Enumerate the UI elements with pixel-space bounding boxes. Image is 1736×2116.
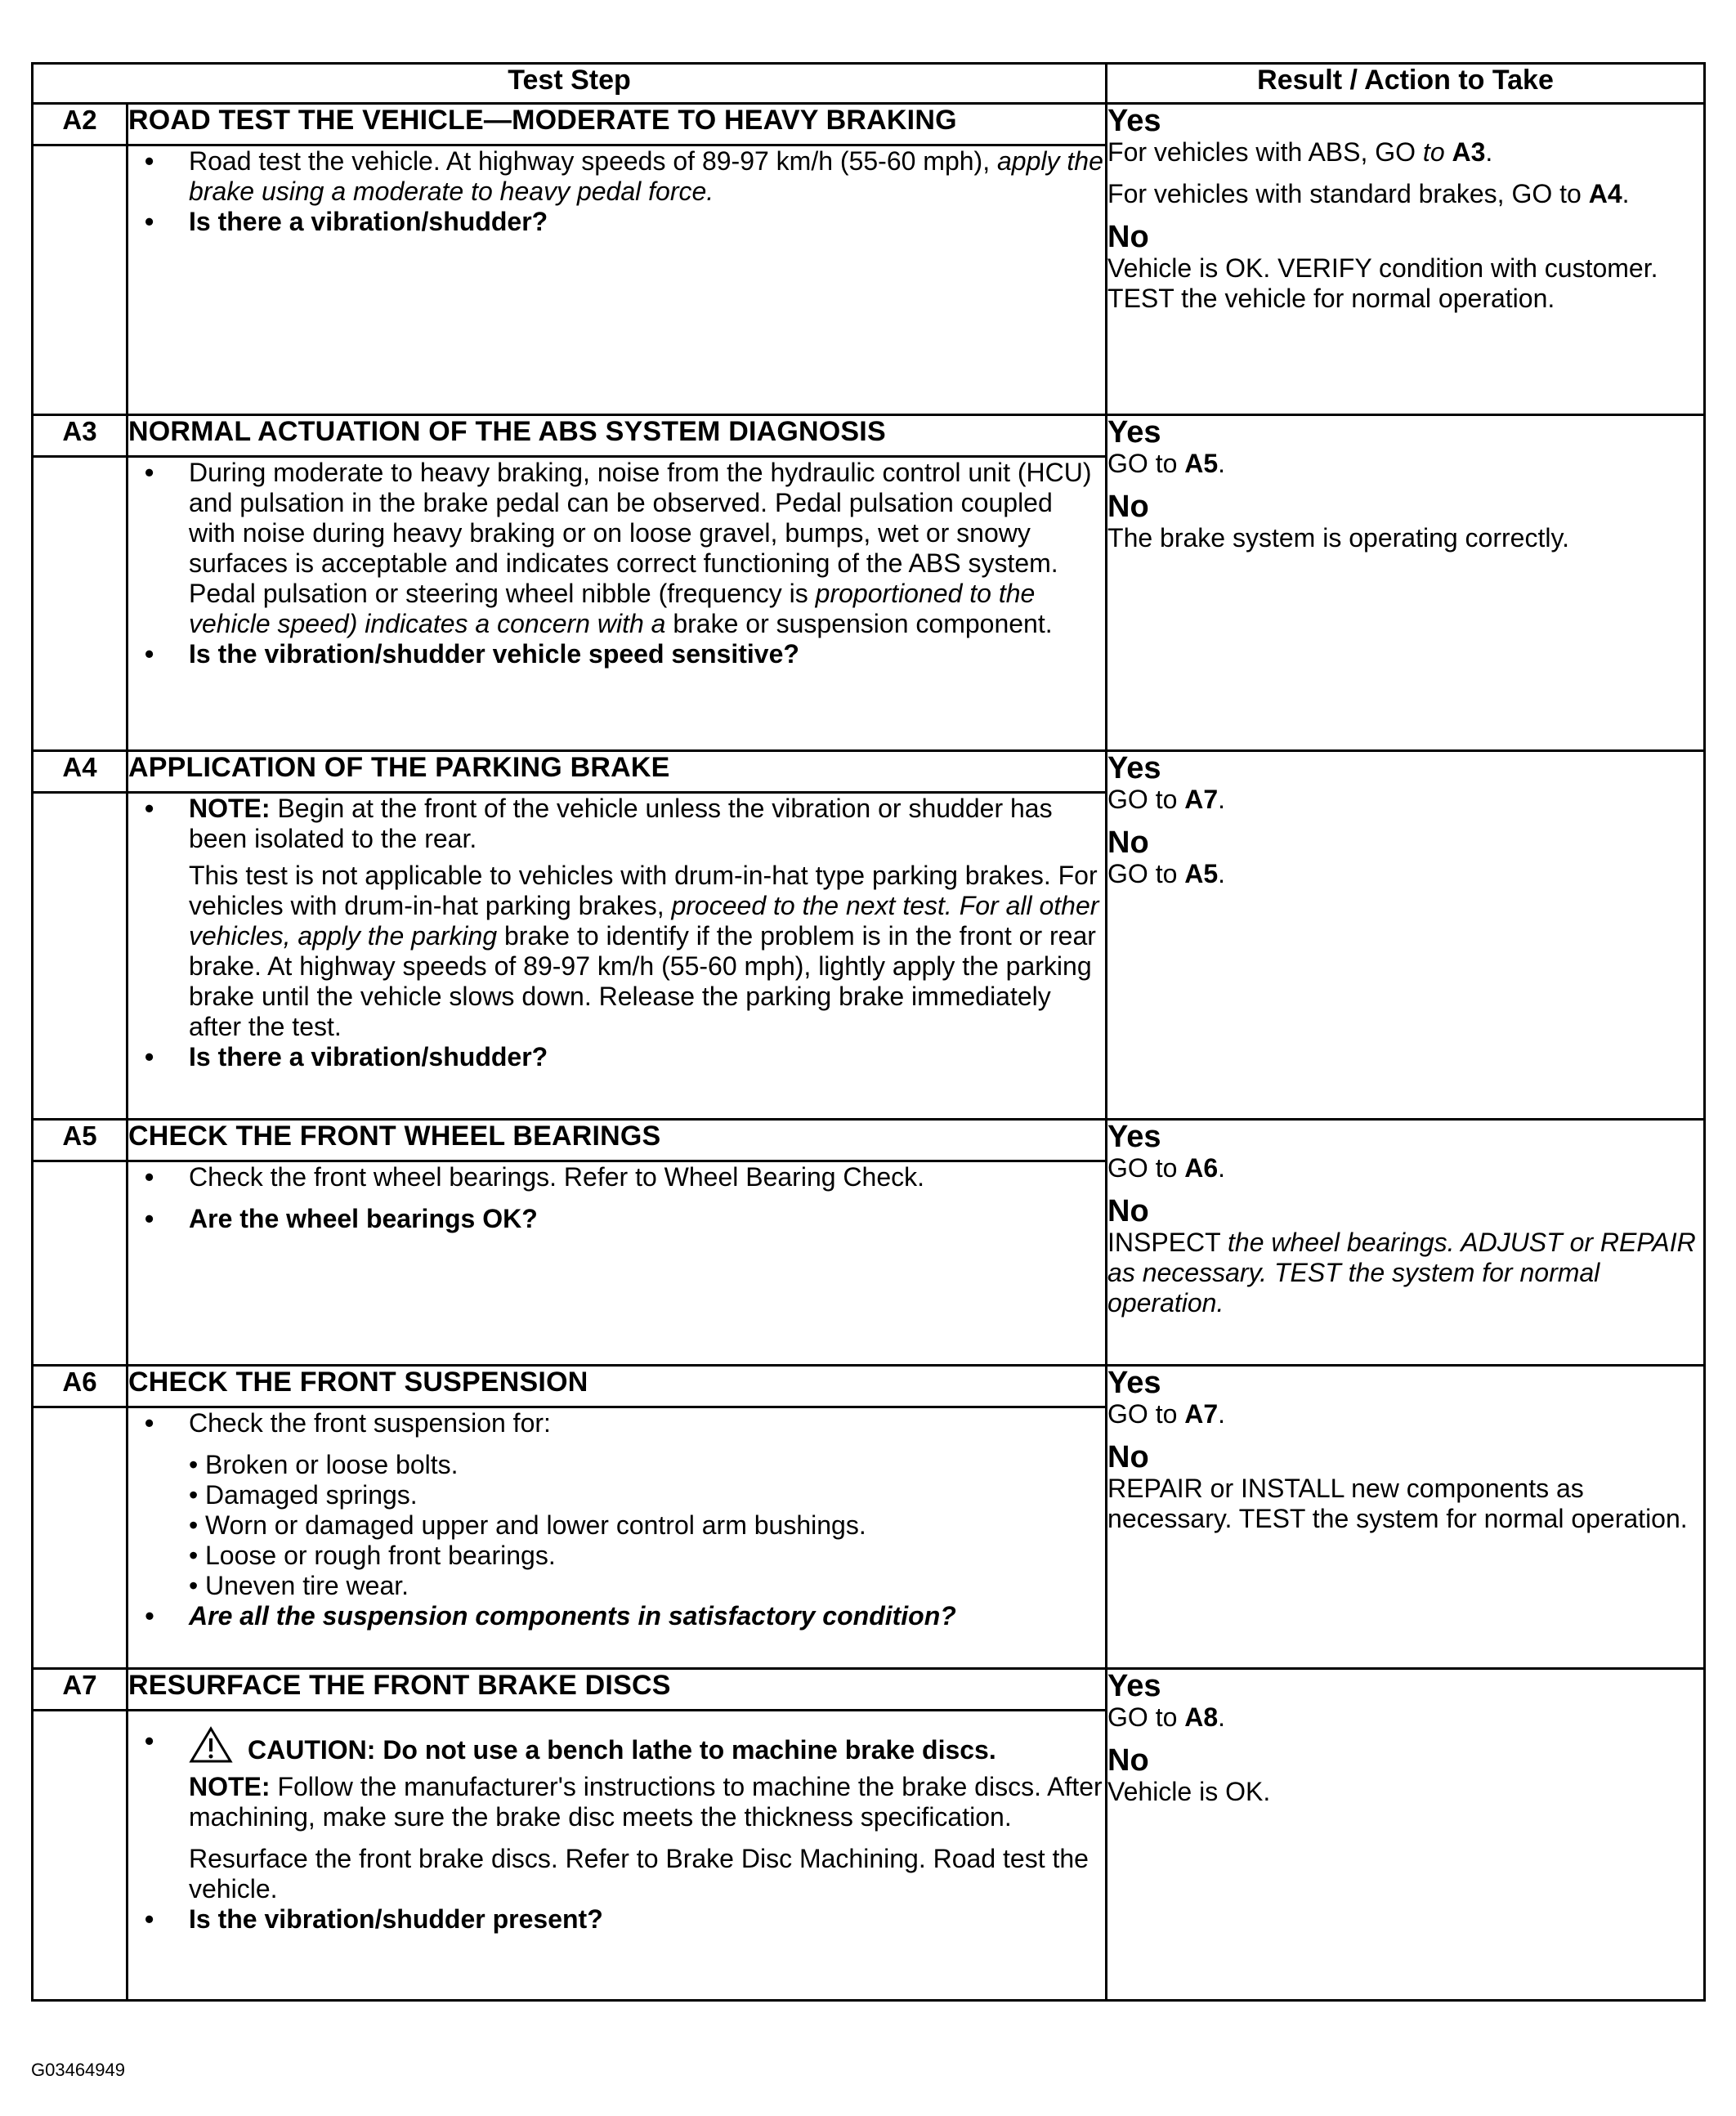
no-action: The brake system is operating correctly. <box>1107 523 1569 552</box>
yes-action: For vehicles with ABS, GO to A3. <box>1107 137 1493 167</box>
step-body <box>128 1161 1107 1366</box>
yes-label: Yes <box>1107 1366 1161 1400</box>
step-instruction: • During moderate to heavy braking, noise from the hydraulic control unit (HCU) and pulsation in the brake pedal can be observed. Pedal pulsation coupled with noise during heavy braking or on loose gravel, bumps, wet or snowy surfaces is acceptable and indicates correct functioning of the ABS system. Pedal pulsation or steering wheel nibble (frequency is proportioned to the vehicle speed) indicates a concern with a brake or suspension component. <box>128 458 1105 639</box>
step-title: ROAD TEST THE VEHICLE—MODERATE TO HEAVY BRAKING <box>128 104 1107 145</box>
step-result <box>1107 1120 1705 1366</box>
check-item: • Uneven tire wear. <box>128 1571 1105 1601</box>
step-result <box>1107 104 1705 415</box>
step-instruction: Resurface the front brake discs. Refer to Brake Disc Machining. Road test the vehicle. <box>189 1844 1089 1904</box>
step-id: A2 <box>33 104 128 145</box>
step-title-row <box>33 104 1705 145</box>
figure-id: G03464949 <box>31 2060 125 2080</box>
step-body <box>128 793 1107 1120</box>
check-item: • Broken or loose bolts. <box>128 1450 1105 1480</box>
step-body <box>128 457 1107 751</box>
test-step-header: Test Step <box>33 64 1107 104</box>
step-result <box>1107 1669 1705 2001</box>
step-id: A6 <box>33 1366 128 1407</box>
result-action-header: Result / Action to Take <box>1107 64 1705 104</box>
table-header-row <box>33 64 1705 104</box>
yes-action: GO to A6. <box>1107 1153 1226 1183</box>
no-label: No <box>1107 1743 1149 1778</box>
no-action: Vehicle is OK. <box>1107 1777 1271 1806</box>
yes-action: GO to A5. <box>1107 449 1226 478</box>
step-id: A5 <box>33 1120 128 1161</box>
warning-triangle-icon <box>189 1726 233 1764</box>
step-body <box>128 1711 1107 2001</box>
step-title: APPLICATION OF THE PARKING BRAKE <box>128 751 1107 793</box>
step-title-row <box>33 1669 1705 1711</box>
no-action: INSPECT the wheel bearings. ADJUST or REPAIR as necessary. TEST the system for normal operation. <box>1107 1228 1696 1317</box>
yes-action: GO to A7. <box>1107 785 1226 814</box>
diagnostic-table-page <box>31 62 1703 2002</box>
step-title: CHECK THE FRONT WHEEL BEARINGS <box>128 1120 1107 1161</box>
step-title-row <box>33 1366 1705 1407</box>
step-body <box>128 1407 1107 1669</box>
step-question: • Are the wheel bearings OK? <box>128 1204 1105 1234</box>
step-note: NOTE: Follow the manufacturer's instructions to machine the brake discs. After machining, make sure the brake disc meets the thickness specification. <box>189 1772 1103 1832</box>
step-title: NORMAL ACTUATION OF THE ABS SYSTEM DIAGNOSIS <box>128 415 1107 457</box>
yes-label: Yes <box>1107 751 1161 785</box>
step-body <box>128 145 1107 415</box>
step-title-row <box>33 1120 1705 1161</box>
no-label: No <box>1107 490 1149 524</box>
step-question: • Is the vibration/shudder vehicle speed sensitive? <box>128 639 1105 669</box>
step-instruction: • Check the front wheel bearings. Refer to Wheel Bearing Check. <box>128 1162 1105 1192</box>
step-id: A3 <box>33 415 128 457</box>
yes-action: GO to A8. <box>1107 1702 1226 1732</box>
step-caution: • CAUTION: Do not use a bench lathe to machine brake discs. <box>128 1726 1105 1765</box>
check-item: • Loose or rough front bearings. <box>128 1541 1105 1571</box>
step-question: • Is there a vibration/shudder? <box>128 1042 1105 1072</box>
no-label: No <box>1107 1194 1149 1228</box>
yes-label: Yes <box>1107 415 1161 450</box>
yes-label: Yes <box>1107 1120 1161 1154</box>
step-id: A4 <box>33 751 128 793</box>
step-result <box>1107 415 1705 751</box>
no-label: No <box>1107 220 1149 254</box>
yes-label: Yes <box>1107 104 1161 138</box>
check-item: • Damaged springs. <box>128 1480 1105 1510</box>
no-action: GO to A5. <box>1107 859 1226 888</box>
yes-action: For vehicles with standard brakes, GO to A4. <box>1107 179 1630 208</box>
step-question: • Is the vibration/shudder present? <box>128 1904 1105 1935</box>
yes-action: GO to A7. <box>1107 1399 1226 1429</box>
step-title: CHECK THE FRONT SUSPENSION <box>128 1366 1107 1407</box>
step-note: • NOTE: Begin at the front of the vehicle unless the vibration or shudder has been isolated to the rear. <box>128 794 1105 854</box>
step-title-row <box>33 751 1705 793</box>
step-title-row <box>33 415 1705 457</box>
step-instruction: This test is not applicable to vehicles with drum-in-hat type parking brakes. For vehicles with drum-in-hat parking brakes, proceed to the next test. For all other vehicles, apply the parking brake to identify if the problem is in the front or rear brake. At highway speeds of 89-97 km/h (55-60 mph), lightly apply the parking brake until the vehicle slows down. Release the parking brake immediately after the test. <box>189 861 1099 1041</box>
no-action: REPAIR or INSTALL new components as necessary. TEST the system for normal operation. <box>1107 1474 1688 1533</box>
step-result <box>1107 751 1705 1120</box>
yes-label: Yes <box>1107 1669 1161 1703</box>
no-action: Vehicle is OK. VERIFY condition with customer. TEST the vehicle for normal operation. <box>1107 253 1658 313</box>
step-result <box>1107 1366 1705 1669</box>
diagnostic-table <box>31 62 1706 2002</box>
check-item: • Worn or damaged upper and lower control arm bushings. <box>128 1510 1105 1541</box>
step-title: RESURFACE THE FRONT BRAKE DISCS <box>128 1669 1107 1711</box>
no-label: No <box>1107 825 1149 860</box>
step-id: A7 <box>33 1669 128 1711</box>
step-question: • Are all the suspension components in satisfactory condition? <box>128 1601 1105 1631</box>
step-instruction: • Road test the vehicle. At highway speeds of 89-97 km/h (55-60 mph), apply the brake using a moderate to heavy pedal force. <box>128 146 1105 207</box>
no-label: No <box>1107 1440 1149 1474</box>
step-instruction: • Check the front suspension for: <box>128 1408 1105 1438</box>
step-question: • Is there a vibration/shudder? <box>128 207 1105 237</box>
